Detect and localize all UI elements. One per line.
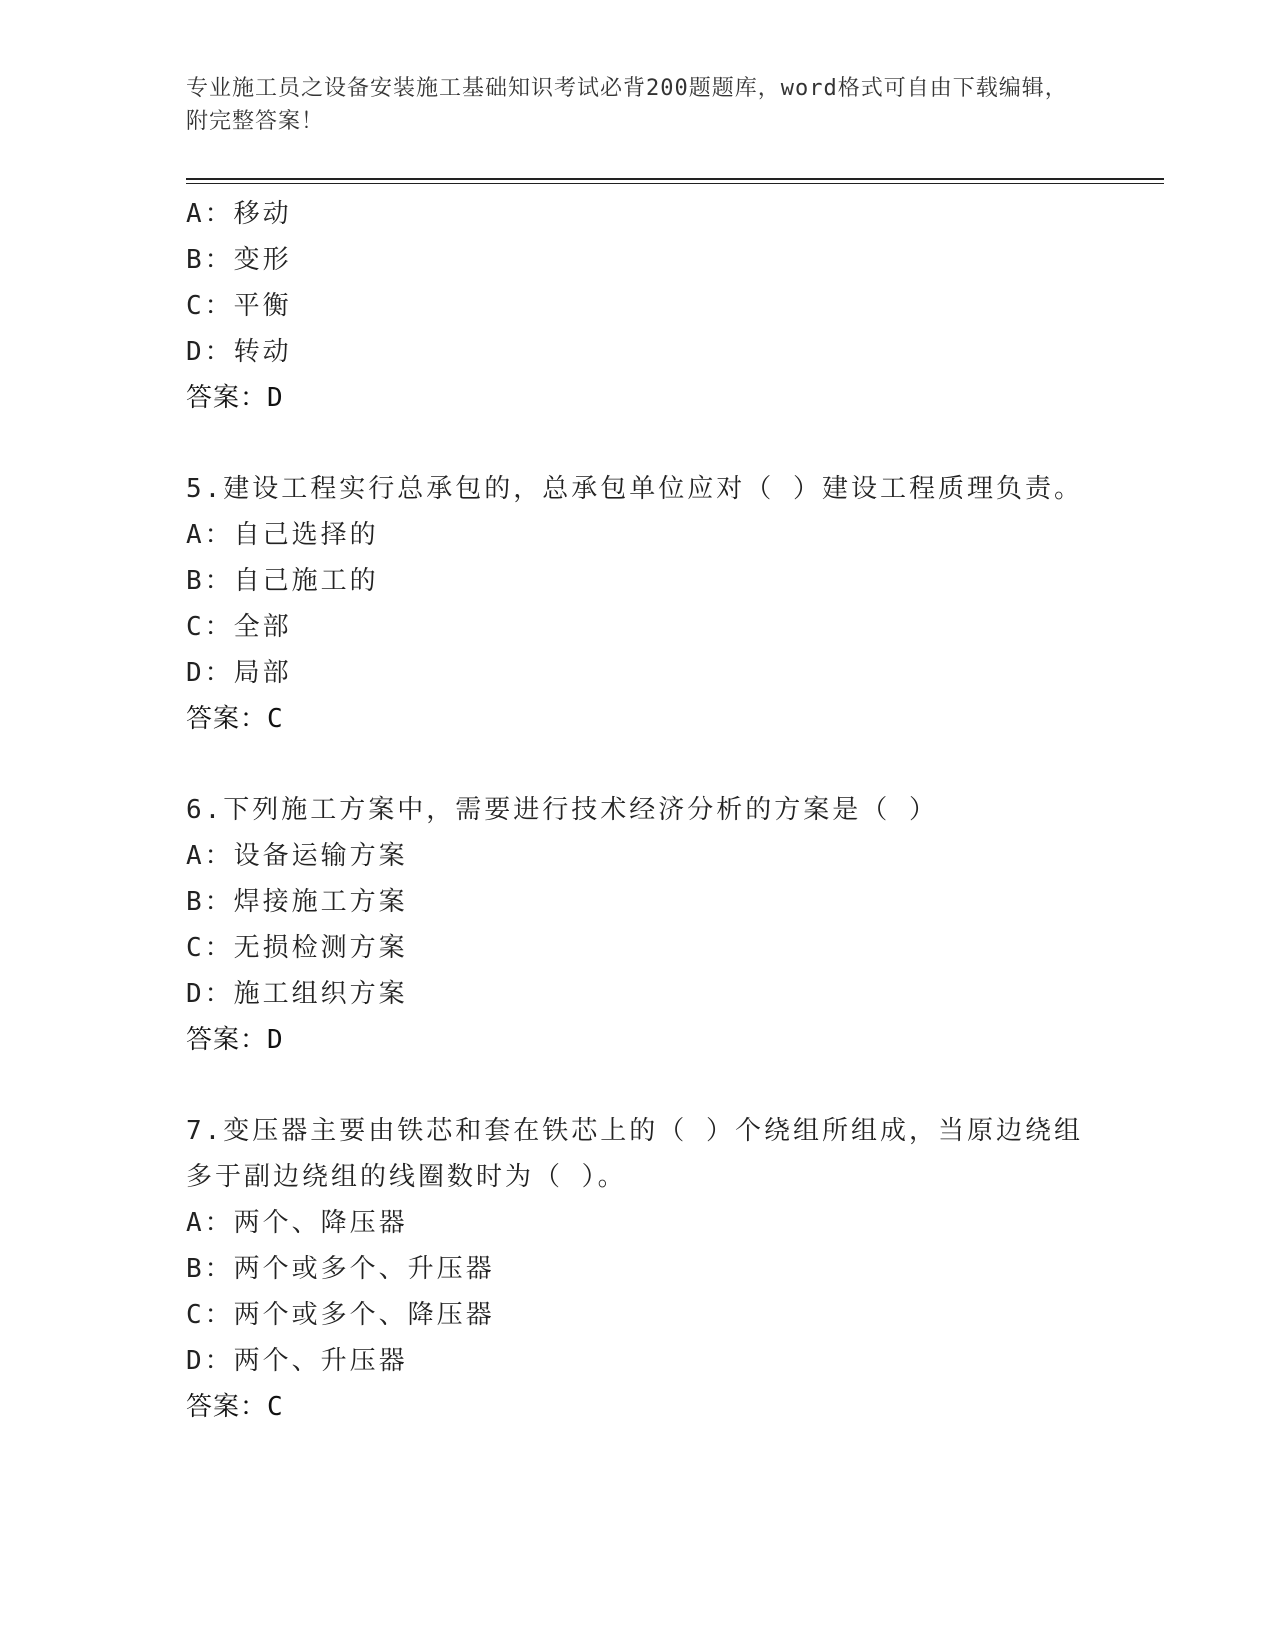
document-header [186, 72, 1086, 138]
option-a [186, 1200, 1086, 1246]
option-b [186, 879, 1086, 925]
header-divider-thin [186, 183, 1164, 184]
option-text: 两个或多个、降压器 [233, 1300, 495, 1330]
question-block-6 [186, 787, 1086, 1063]
option-text: 移动 [233, 199, 292, 229]
option-text: 全部 [233, 612, 292, 642]
option-label: B： [186, 245, 234, 275]
answer-line: 答案：D [186, 1025, 284, 1055]
option-label: B： [186, 1254, 234, 1284]
question-block-5 [186, 466, 1086, 742]
answer-line: 答案：D [186, 383, 284, 413]
answer-line: 答案：C [186, 704, 284, 734]
option-text: 变形 [233, 245, 292, 275]
option-label: B： [186, 566, 234, 596]
option-c [186, 604, 1086, 650]
option-b [186, 1246, 1086, 1292]
option-label: A： [186, 520, 234, 550]
option-label: C： [186, 291, 234, 321]
option-text: 设备运输方案 [233, 841, 408, 871]
option-text: 平衡 [233, 291, 292, 321]
option-d [186, 329, 1086, 375]
option-text: 自己施工的 [233, 566, 379, 596]
option-text: 无损检测方案 [233, 933, 408, 963]
option-a [186, 512, 1086, 558]
header-divider [186, 178, 1164, 180]
option-label: C： [186, 612, 234, 642]
option-c [186, 1292, 1086, 1338]
option-a [186, 191, 1086, 237]
option-text: 两个、升压器 [233, 1346, 408, 1376]
option-text: 两个、降压器 [233, 1208, 408, 1238]
question-block-4 [186, 191, 1086, 421]
option-text: 焊接施工方案 [233, 887, 408, 917]
option-c [186, 283, 1086, 329]
question-stem: 5.建设工程实行总承包的，总承包单位应对（ ）建设工程质理负责。 [186, 474, 1083, 504]
option-label: D： [186, 1346, 234, 1376]
option-d [186, 971, 1086, 1017]
question-block-7 [186, 1108, 1086, 1430]
option-c [186, 925, 1086, 971]
spacer [186, 421, 1086, 466]
option-label: A： [186, 1208, 234, 1238]
option-label: D： [186, 658, 234, 688]
answer-line: 答案：C [186, 1392, 284, 1422]
option-d [186, 1338, 1086, 1384]
spacer [186, 742, 1086, 787]
question-list [186, 191, 1086, 1430]
option-d [186, 650, 1086, 696]
option-b [186, 237, 1086, 283]
option-label: A： [186, 841, 234, 871]
option-label: C： [186, 933, 234, 963]
spacer [186, 1063, 1086, 1108]
option-text: 局部 [233, 658, 292, 688]
question-stem: 6.下列施工方案中，需要进行技术经济分析的方案是（ ） [186, 795, 938, 825]
option-text: 转动 [233, 337, 292, 367]
option-label: C： [186, 1300, 234, 1330]
option-label: A： [186, 199, 234, 229]
option-a [186, 833, 1086, 879]
option-text: 两个或多个、升压器 [233, 1254, 495, 1284]
option-text: 施工组织方案 [233, 979, 408, 1009]
option-label: B： [186, 887, 234, 917]
option-text: 自己选择的 [233, 520, 379, 550]
option-b [186, 558, 1086, 604]
question-stem: 7.变压器主要由铁芯和套在铁芯上的（ ）个绕组所组成，当原边绕组多于副边绕组的线圈数时为（ ）。 [186, 1116, 1083, 1192]
option-label: D： [186, 979, 234, 1009]
option-label: D： [186, 337, 234, 367]
header-title: 专业施工员之设备安装施工基础知识考试必背200题题库，word格式可自由下载编辑，附完整答案！ [186, 76, 1068, 134]
